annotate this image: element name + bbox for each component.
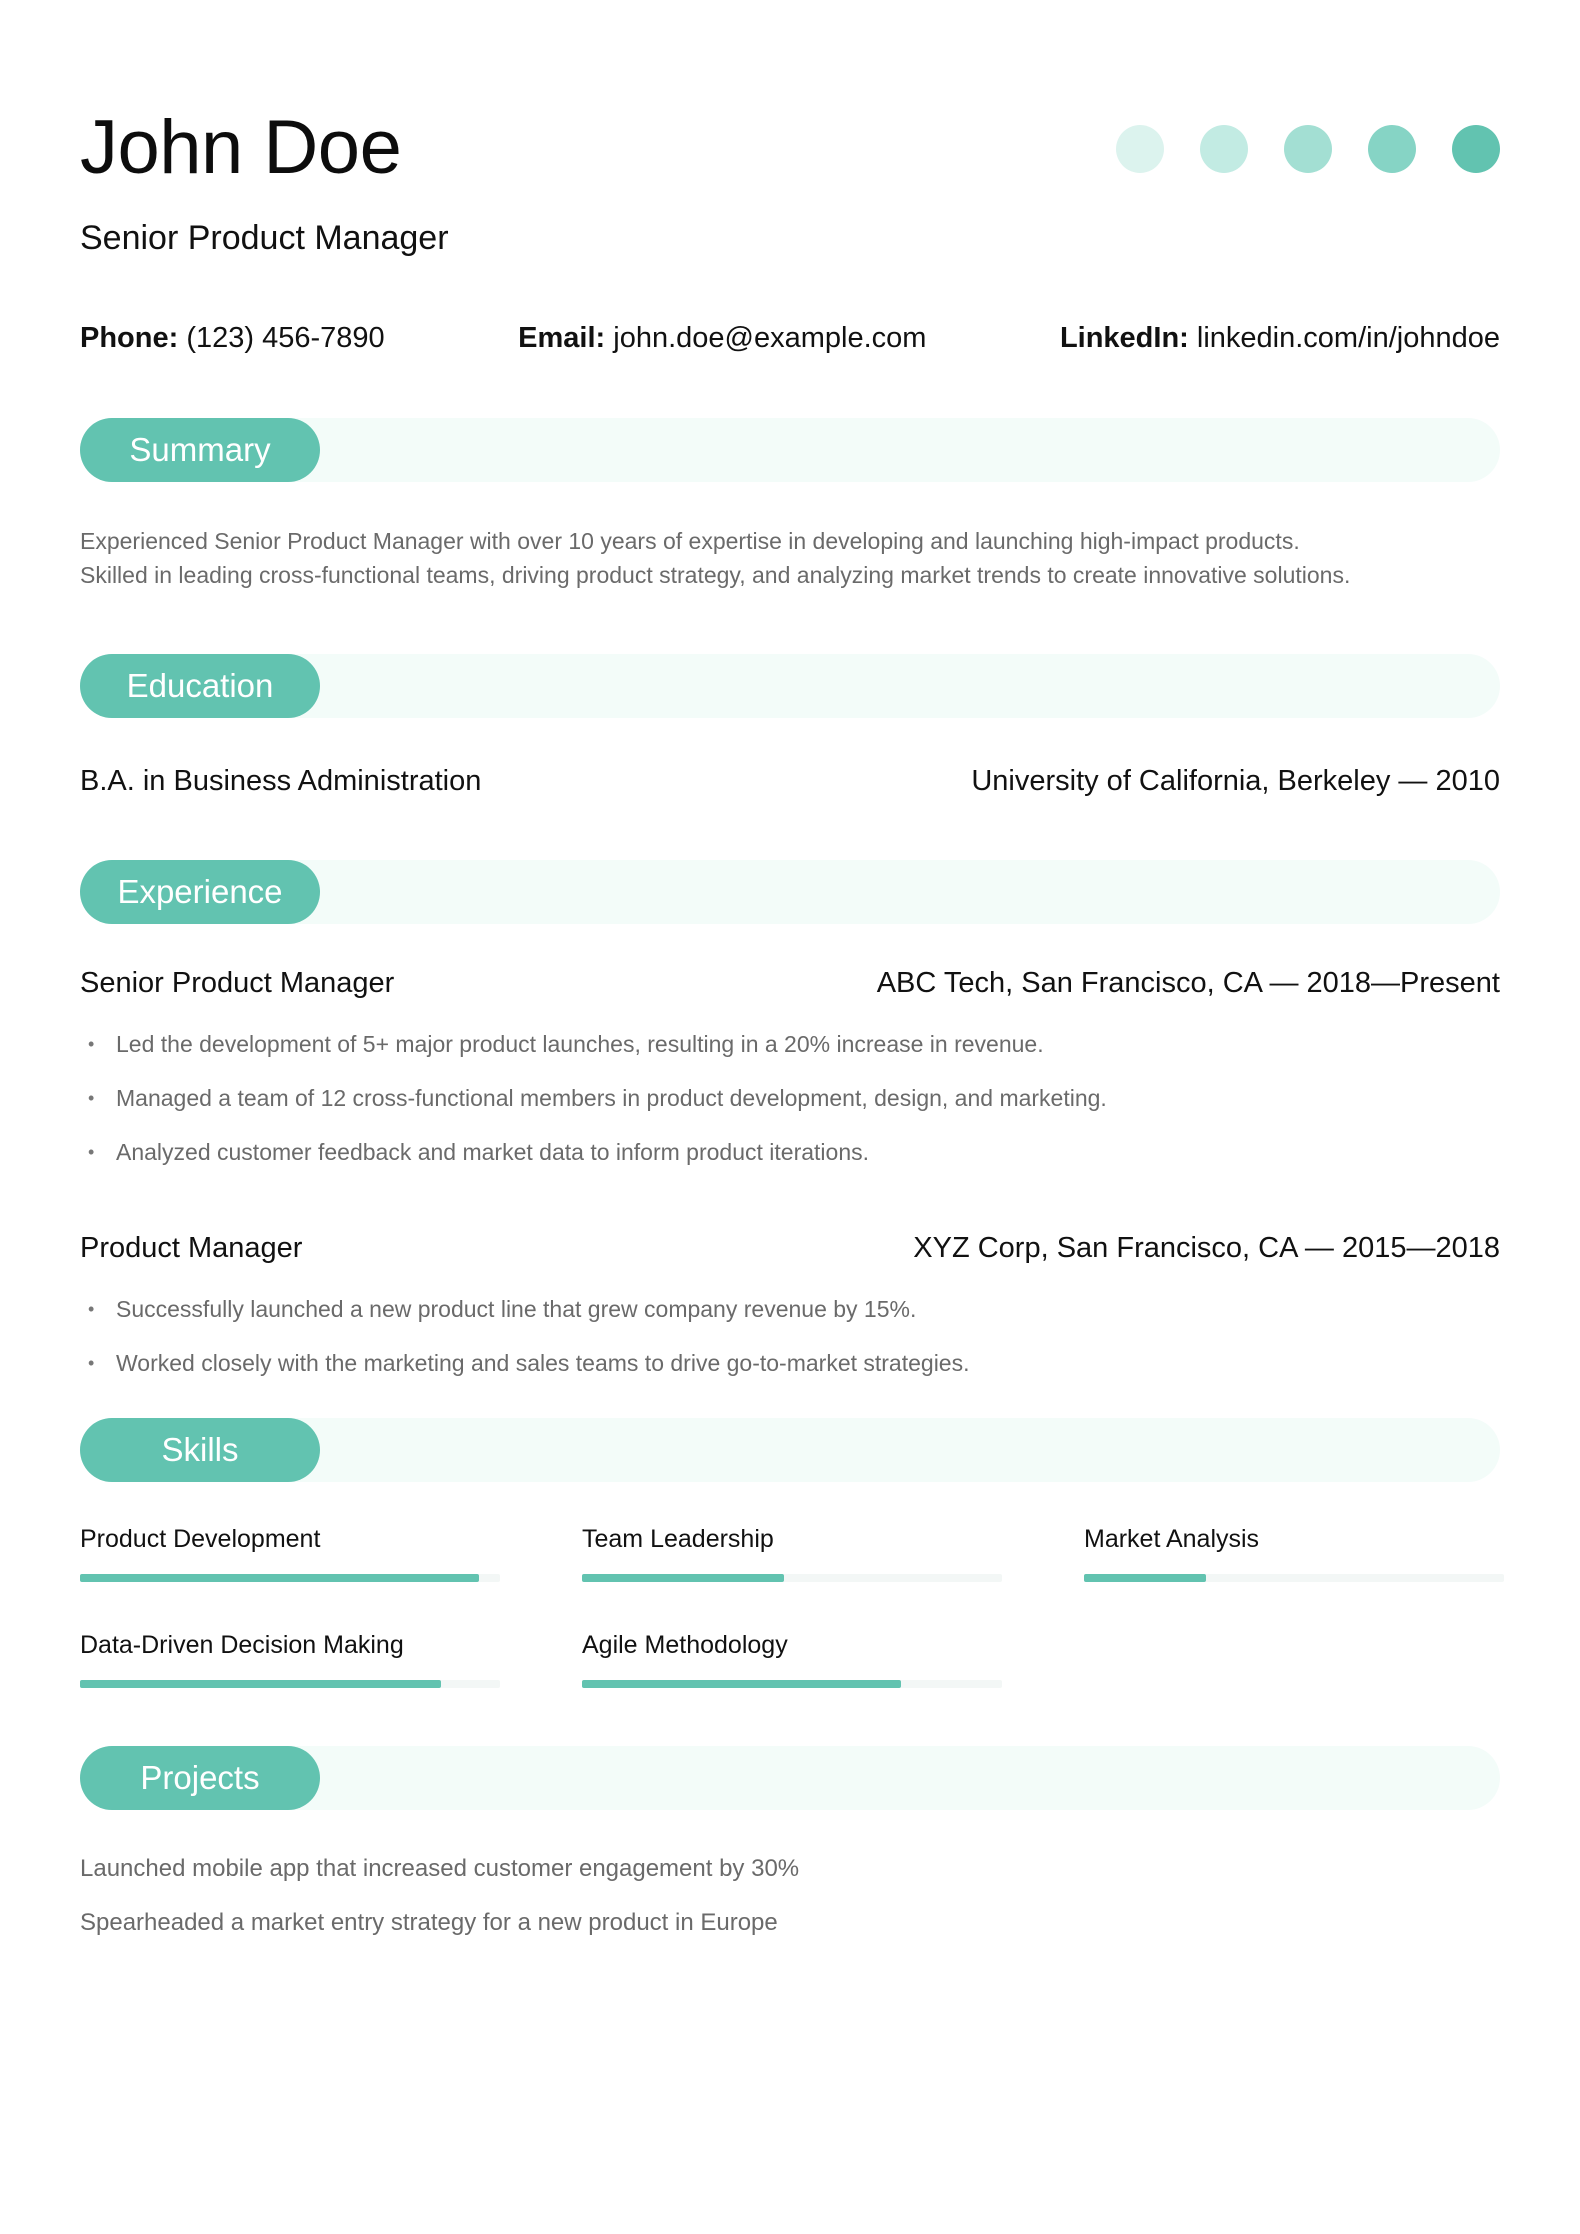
skill-item bbox=[582, 1524, 1002, 1582]
company-name: ABC Tech, San Francisco, bbox=[876, 967, 1215, 1000]
decorative-dot bbox=[1452, 125, 1500, 173]
skill-name: Product Development bbox=[80, 1524, 321, 1553]
contact-linkedin bbox=[1060, 321, 1500, 356]
section-title: Projects bbox=[80, 1746, 320, 1810]
summary-text bbox=[80, 524, 1500, 592]
job-company bbox=[913, 1231, 1500, 1266]
job-bullets bbox=[80, 1029, 1500, 1167]
job-entry bbox=[80, 966, 1500, 1167]
section-title: Education bbox=[80, 654, 320, 718]
section-title: Experience bbox=[80, 860, 320, 924]
section-header bbox=[80, 1418, 1500, 1482]
decorative-dot bbox=[1284, 125, 1332, 173]
skill-bar bbox=[582, 1680, 1002, 1688]
skills-section bbox=[80, 1418, 1500, 1688]
contact-phone bbox=[80, 321, 385, 356]
resume-header bbox=[80, 0, 1500, 259]
candidate-title: Senior Product Manager bbox=[80, 219, 449, 257]
skill-name: Market Analysis bbox=[1084, 1524, 1260, 1553]
job-bullets bbox=[80, 1294, 1500, 1378]
experience-section bbox=[80, 860, 1500, 1378]
summary-line: Skilled in leading cross-functional teams, driving product strategy, and analyzing market trends to create innovative solutions. bbox=[80, 561, 1351, 588]
skill-bar bbox=[582, 1574, 1002, 1582]
skill-bar bbox=[1084, 1574, 1504, 1582]
list-item: • Managed a team of 12 cross-functional members in product development, design, and marketing. bbox=[80, 1083, 1500, 1113]
projects-section bbox=[80, 1746, 1500, 1938]
email-value: john.doe@example.com bbox=[613, 321, 927, 354]
list-item: • Analyzed customer feedback and market data to inform product iterations. bbox=[80, 1137, 1500, 1167]
skill-bar-fill bbox=[80, 1680, 441, 1688]
skill-bar-fill bbox=[80, 1574, 479, 1582]
skill-bar bbox=[80, 1680, 500, 1688]
degree: B.A. in Business Administration bbox=[80, 764, 482, 797]
job-role: Product Manager bbox=[80, 1232, 303, 1265]
job-header bbox=[80, 966, 1500, 1001]
section-header bbox=[80, 418, 1500, 482]
list-item: Spearheaded a market entry strategy for a new product in Europe bbox=[80, 1908, 778, 1936]
skill-item bbox=[80, 1524, 500, 1582]
projects-list bbox=[80, 1854, 1500, 1938]
section-title: Summary bbox=[80, 418, 320, 482]
skill-name: Data-Driven Decision Making bbox=[80, 1630, 404, 1659]
skill-bar-fill bbox=[582, 1680, 901, 1688]
company-location: CA — 2015—2018 bbox=[1258, 1232, 1500, 1265]
skill-item bbox=[582, 1630, 1002, 1688]
linkedin-value: linkedin.com/in/johndoe bbox=[1196, 321, 1500, 354]
skill-name: Agile Methodology bbox=[582, 1630, 788, 1659]
company-location: CA — 2018—Present bbox=[1222, 967, 1500, 1000]
decorative-dot bbox=[1200, 125, 1248, 173]
education-entry bbox=[80, 764, 1500, 799]
list-item: • Led the development of 5+ major product launches, resulting in a 20% increase in revenue. bbox=[80, 1029, 1500, 1059]
email-label: Email: bbox=[518, 321, 606, 354]
skill-bar bbox=[80, 1574, 500, 1582]
skill-bar-fill bbox=[1084, 1574, 1206, 1582]
decorative-dots bbox=[1116, 125, 1500, 173]
decorative-dot bbox=[1368, 125, 1416, 173]
job-company bbox=[877, 966, 1500, 1001]
summary-line: Experienced Senior Product Manager with over 10 years of expertise in developing and launching high-impact products. bbox=[80, 527, 1300, 554]
job-role: Senior Product Manager bbox=[80, 967, 395, 1000]
skill-item bbox=[1084, 1524, 1504, 1582]
skills-grid bbox=[80, 1524, 1500, 1688]
phone-value: (123) 456-7890 bbox=[186, 321, 385, 354]
list-item: • Successfully launched a new product line that grew company revenue by 15%. bbox=[80, 1294, 1500, 1324]
skill-name: Team Leadership bbox=[582, 1524, 774, 1553]
skill-bar-fill bbox=[582, 1574, 784, 1582]
linkedin-label: LinkedIn: bbox=[1059, 321, 1189, 354]
job-header bbox=[80, 1231, 1500, 1266]
skill-item bbox=[80, 1630, 500, 1688]
school: University of California, Berkeley — 2010 bbox=[971, 764, 1500, 797]
section-header bbox=[80, 1746, 1500, 1810]
section-header bbox=[80, 654, 1500, 718]
summary-section bbox=[80, 418, 1500, 592]
list-item: Launched mobile app that increased customer engagement by 30% bbox=[80, 1854, 800, 1882]
contact-info bbox=[80, 321, 1500, 356]
company-name: XYZ Corp, San Francisco, bbox=[913, 1232, 1251, 1265]
phone-label: Phone: bbox=[80, 321, 179, 354]
contact-email bbox=[518, 321, 926, 356]
candidate-name: John Doe bbox=[80, 105, 402, 190]
section-title: Skills bbox=[80, 1418, 320, 1482]
section-header bbox=[80, 860, 1500, 924]
decorative-dot bbox=[1116, 125, 1164, 173]
list-item: • Worked closely with the marketing and sales teams to drive go-to-market strategies. bbox=[80, 1348, 1500, 1378]
job-entry bbox=[80, 1231, 1500, 1378]
education-section bbox=[80, 654, 1500, 799]
